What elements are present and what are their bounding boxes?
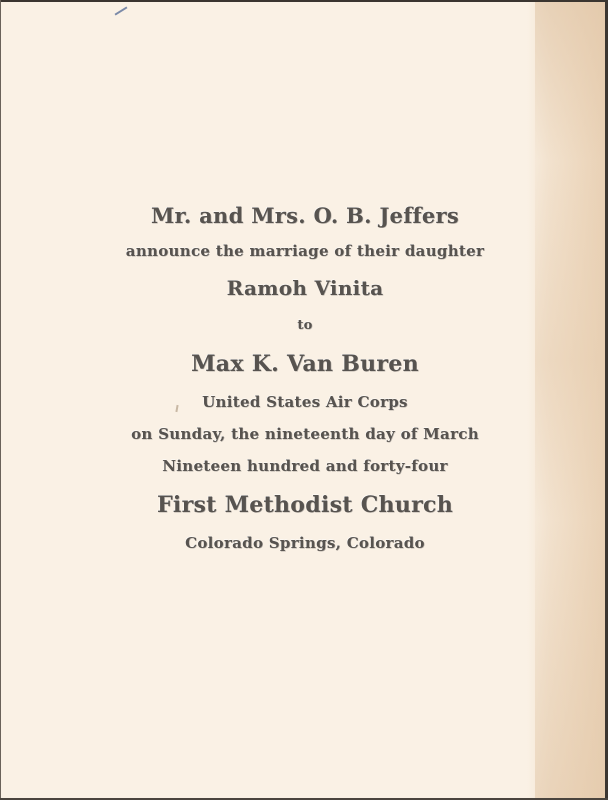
year-line: Nineteen hundred and forty-four: [162, 457, 448, 475]
connector-line: to: [297, 318, 313, 333]
date-line: on Sunday, the nineteenth day of March: [131, 425, 479, 443]
scan-border-top: [0, 0, 608, 2]
parents-line: Mr. and Mrs. O. B. Jeffers: [150, 203, 460, 228]
location-line: Colorado Springs, Colorado: [185, 534, 425, 552]
groom-service-line: United States Air Corps: [202, 393, 408, 411]
announcement-line: announce the marriage of their daughter: [125, 242, 485, 260]
pencil-mark: [115, 6, 128, 15]
invitation-text: [0, 196, 588, 558]
bride-name: Ramoh Vinita: [226, 276, 384, 300]
groom-name: Max K. Van Buren: [191, 351, 419, 377]
venue-name: First Methodist Church: [157, 492, 453, 518]
